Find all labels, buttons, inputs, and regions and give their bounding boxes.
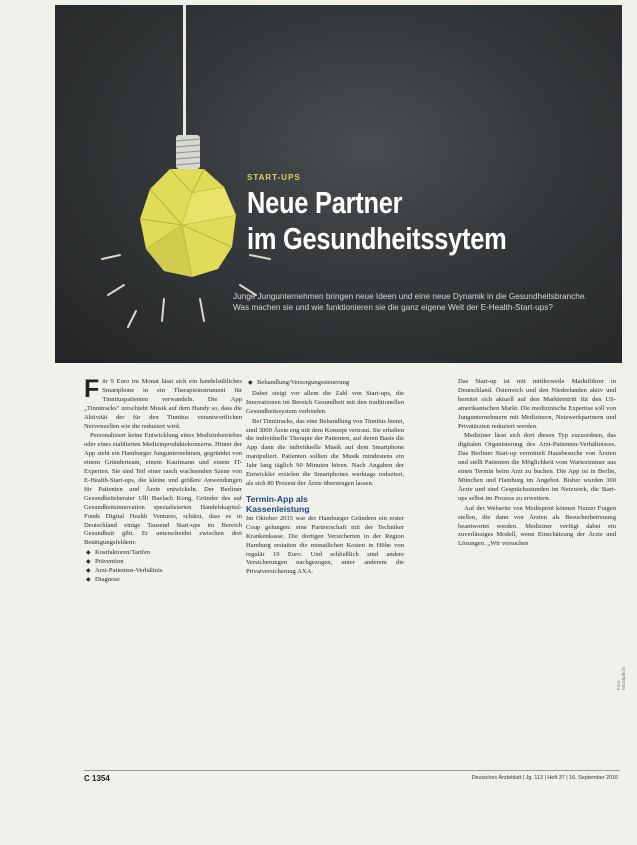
kicker: START-UPS xyxy=(247,173,301,182)
hero-header xyxy=(55,5,622,363)
list-item: ◆ Diagnose xyxy=(84,576,242,585)
paragraph: Mediziner lässt sich dort diesen Typ zuzuordnen, das digitalen Organisierung des Arzt-Patienten-Verhältnisses. Das Berliner Start-up vermittelt Hausbesuche von Ärzten und stellt Patienten die Möglichkeit vom Wartezimmer aus einen Termin beim Arzt zu buchen. Die App ist in Berlin, München und Hamburg im Angebot. Bisher wurden 300 Ärzte und sind Gesprächsstunden im Netzwerk, die Start-ups selbst im Prozess zu erweitern. xyxy=(458,432,616,502)
bulb-cord xyxy=(183,5,186,143)
list-item: ◆ Arzt-Patienten-Verhältnis xyxy=(84,567,242,576)
list-item: ◆ Kostfaktoren/Tarifen xyxy=(84,549,242,558)
column-1 xyxy=(84,375,242,587)
title-line-1: Neue Partner xyxy=(247,185,403,220)
list-item: ◆ Prävention xyxy=(84,558,242,567)
paragraph: Dabei steigt vor allem die Zahl von Start-ups, die Innovationen im Bereich Gesundheit mit den traditionellen Gesundheitssystem verbinden. xyxy=(246,389,404,415)
paragraph: Bei Tinnitracks, das eine Behandlung von Tinnitus bietet, sind 3000 Ärzte eng mit dem Konzept vertraut. Sie erhalten die individuelle Therapie der Patienten, auf deren Basis die App dann die individuelle Musik auf dem Smartphone manipuliert. Patienten sollten die Musik mindestens ein Jahr lang täglich 90 Minuten hören. Nach Angaben der Entwickler erzielen die Smartphones werktags reduziert, als sich 80 Prozent der Ärzte überzeugen lassen. xyxy=(246,417,404,487)
publication-info: Deutsches Ärzteblatt | Jg. 113 | Heft 37 | 16. September 2016 xyxy=(471,775,618,781)
page-number: C 1354 xyxy=(84,774,110,783)
bullet-list xyxy=(84,549,242,585)
column-3 xyxy=(458,378,616,550)
bullet-list xyxy=(246,379,404,388)
paragraph: Im Oktober 2015 war der Hamburger Gründern ein erster Coup gelungen: eine Partnerschaft mit der Techniker Krankenkasse. Die dortigen Versicherten in der Region Hamburg erstatten die monatlichen Kosten in Höhe von regulär 19 Euro. Und schließlich sind andere Versicherungen nachgezogen, unter anderem die Privatversicherung AXA. xyxy=(246,514,404,576)
list-item: ◆ Behandlung/Versorgungssteuerung xyxy=(246,379,404,388)
title-line-2: im Gesundheitssytem xyxy=(247,221,507,256)
dropcap: F xyxy=(84,375,100,403)
paragraph: Für 9 Euro im Monat lässt sich ein handelsübliches Smartphone in ein Therapieinstrument für Tinnituspatienten verwandeln. Die App „Tinnitracks" zerschiebt Musik auf dem Handy so, dass die Aktivität der für den Tinnitus verantwortlichen Nervenzellen wie die reduziert wird. xyxy=(84,375,242,430)
standfirst: Junge Jungunternehmen bringen neue Ideen und eine neue Dynamik in die Gesundheitsbranche. Was machen sie und wie funktionieren sie die ganz eigene Welt der E-Health-Start-ups? xyxy=(233,292,587,312)
paragraph: Personalisiert keine Entwicklung eines Medizinbetriebes oder eines etablierten Medizinproduktekonzerns. Hinter der App steht ein Hamburger Jungunternehmen, gegründet von einem Gründerteam, einem Kaufmann und einem IT-Experten. Sie sind Teil einer rasch wachsenden Szene von E-Health-Start-ups, die kleine und größere Anwendungen für Patienten und Ärzte entwickeln. Der Berliner Gesundheitsberater Ulli Buelach Kong, Gründer des auf Gesundheitsinnovation spezialisierten Handelskapital-Fonds Digital Health Ventures, schätzt, dass es in Deutschland einige Tausend Start-ups im Bereich Gesundheit gibt. Er unterscheidet zwischen drei Betätigungsfeldern: xyxy=(84,432,242,547)
page-title xyxy=(247,185,550,257)
paragraph: Das Start-up ist mit mittlerweile Marktführer in Deutschland. Österreich und den Niederlanden aktiv und bereitet sich aktuell auf den Markteintritt für den US-amerikanischen Markt. Die medizinische Expertise soll von Jungunternehmern mit Medizinern, Netzwerkpartnern und Privatärzten reduziert werden. xyxy=(458,378,616,430)
photo-credit: Foto: iStockphoto xyxy=(616,666,626,690)
footer-rule xyxy=(84,770,620,771)
column-2 xyxy=(246,378,404,578)
subheading: Termin-App als Kassenleistung xyxy=(246,493,310,514)
paragraph: Auf der Webseite von Medisprint können Nutzer Fragen stellen, die dann von Ärzten als Besucherbetreuung beantwortet werden. Mediziner verfügt dabei ein zuverlässiges Modell, wenn Einschätzung der Ärzte und Lösungen. „Wir versuchen xyxy=(458,504,616,548)
